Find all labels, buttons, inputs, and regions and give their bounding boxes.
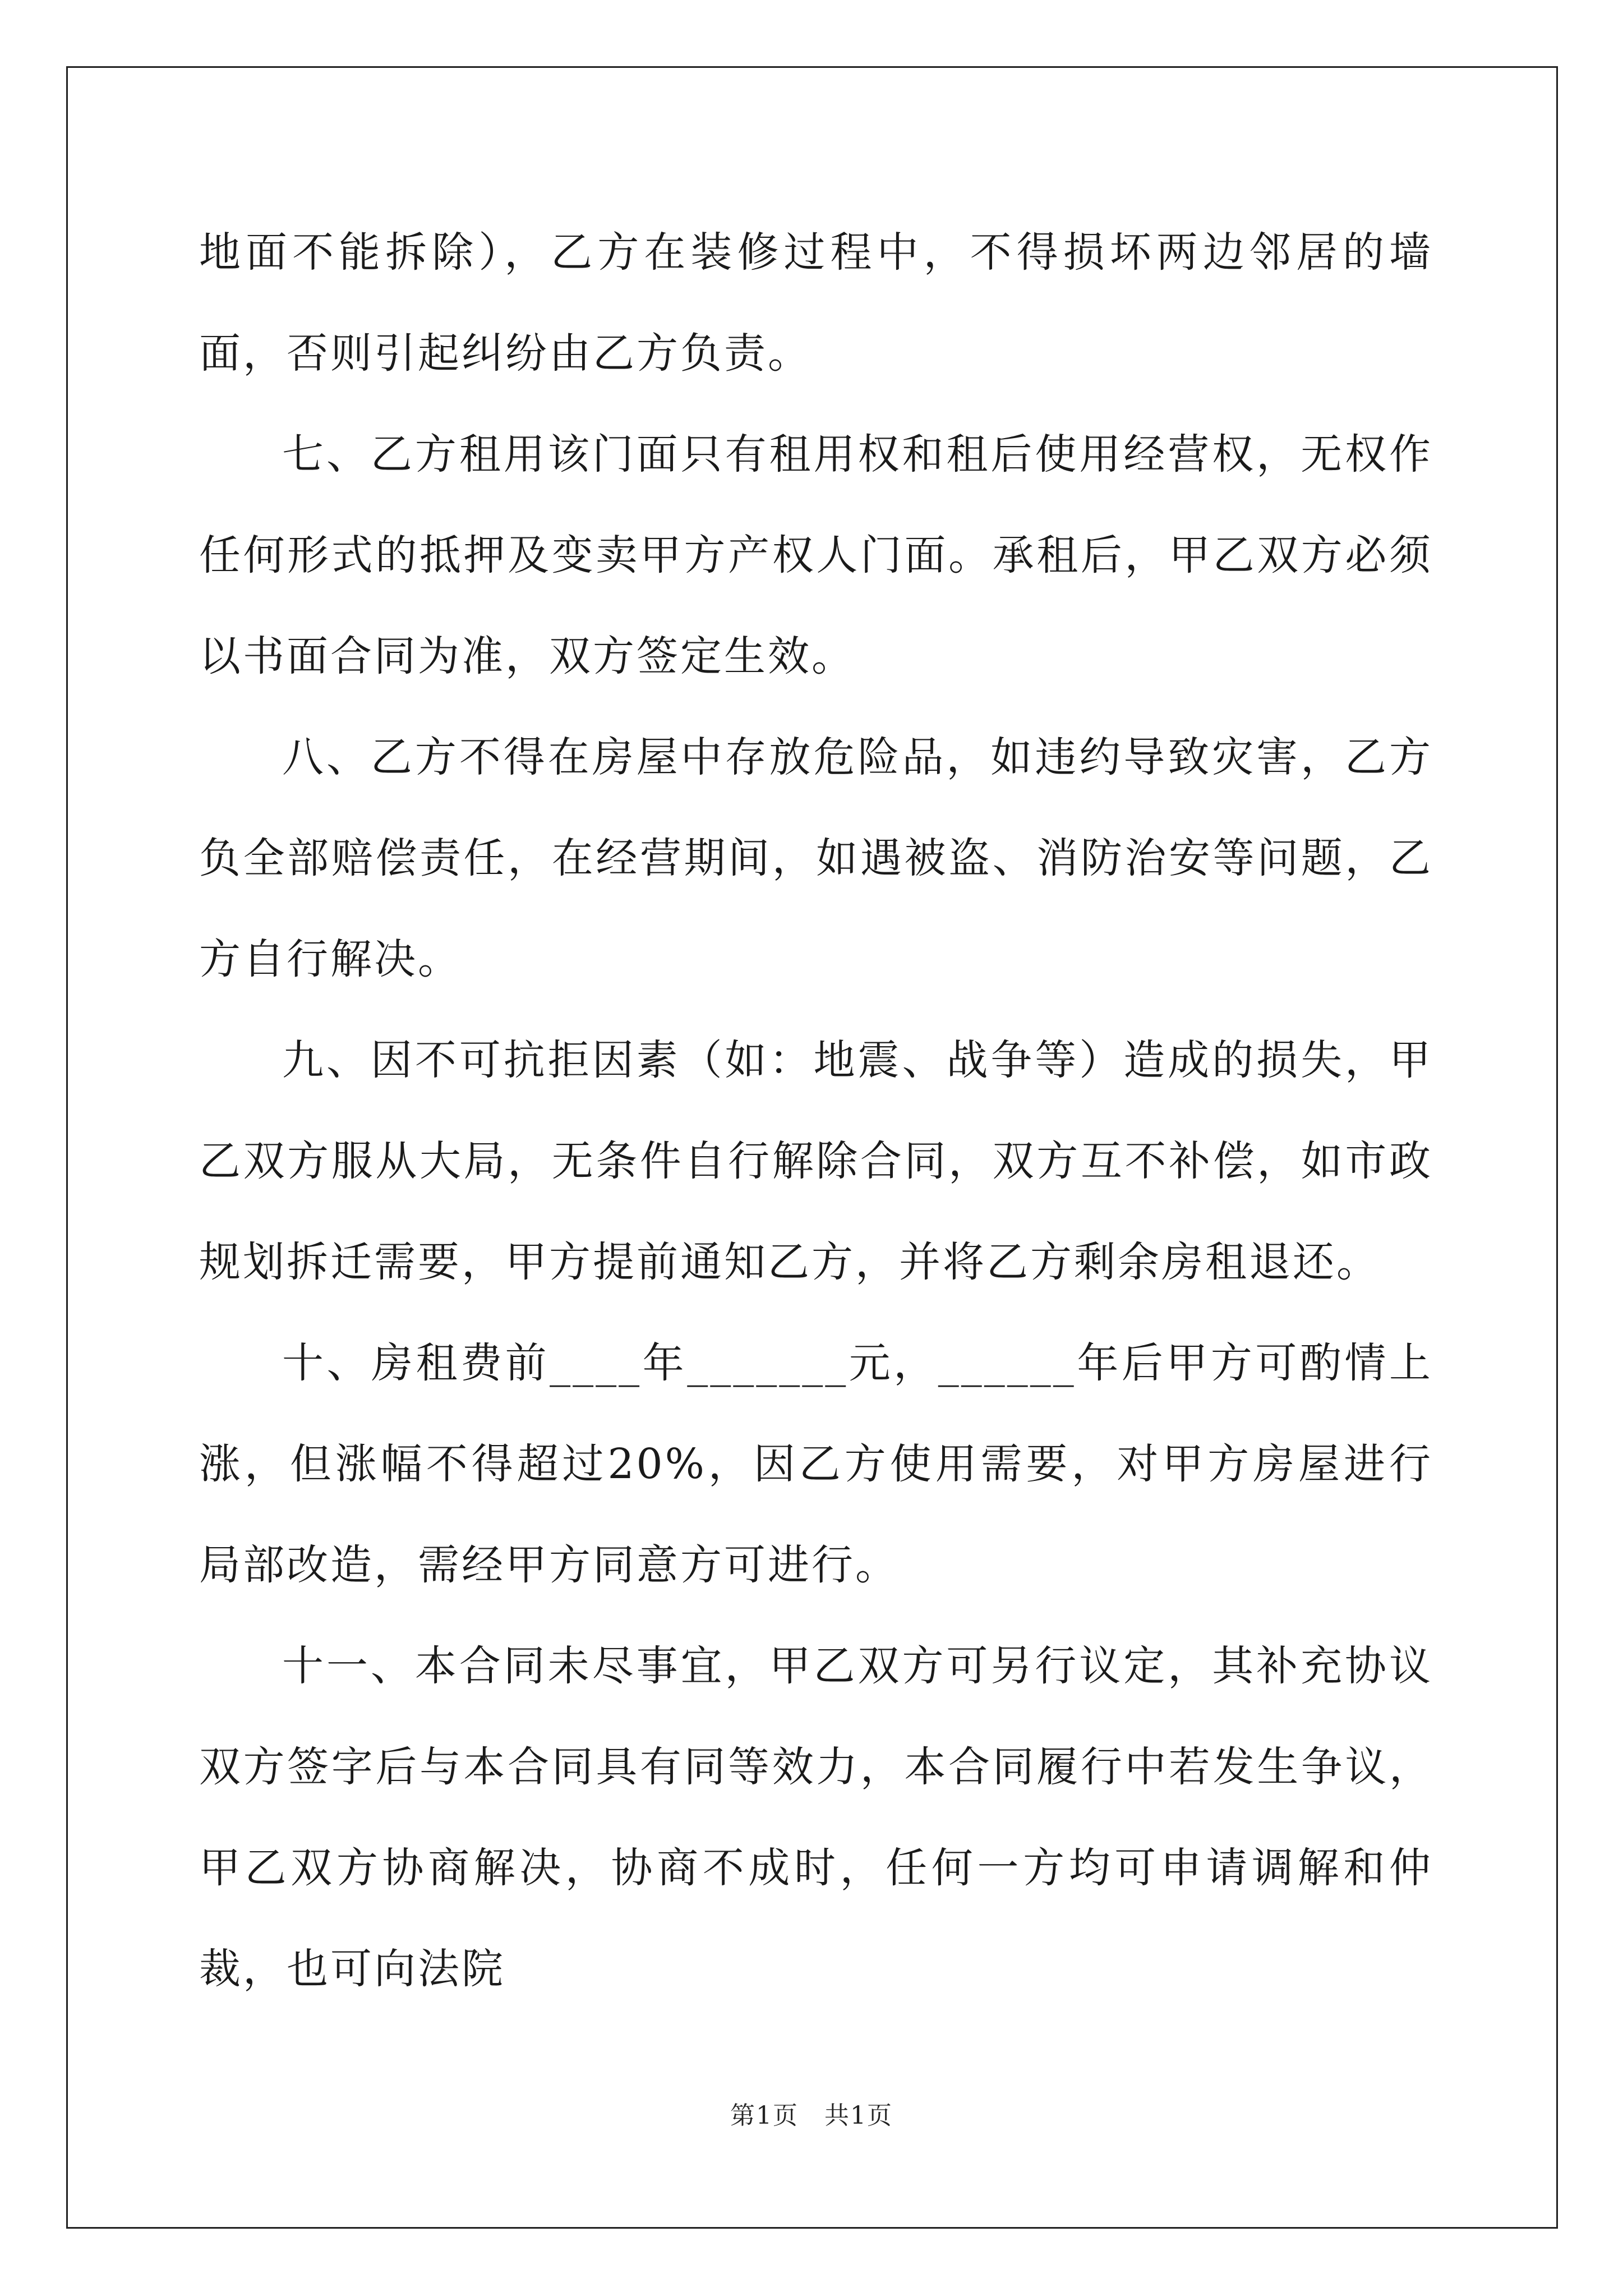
paragraph-clause-8: 八、乙方不得在房屋中存放危险品，如违约导致灾害，乙方负全部赔偿责任，在经营期间，如遇被盗、消防治安等问题，乙方自行解决。 xyxy=(199,733,1433,983)
page-footer: 第1页 共1页 xyxy=(730,2101,893,2130)
paragraph-clause-11: 十一、本合同未尽事宜，甲乙双方可另行议定，其补充协议双方签字后与本合同具有同等效力，本合同履行中若发生争议，甲乙双方协商解决，协商不成时，任何一方均可申请调解和仲裁，也可向法院 xyxy=(199,1642,1433,1993)
paragraph-continuation: 地面不能拆除），乙方在装修过程中，不得损坏两边邻居的墙面，否则引起纠纷由乙方负责。 xyxy=(199,228,1433,378)
document-body xyxy=(199,202,1433,2019)
paragraph-clause-9: 九、因不可抗拒因素（如：地震、战争等）造成的损失，甲乙双方服从大局，无条件自行解除合同，双方互不补偿，如市政规划拆迁需要，甲方提前通知乙方，并将乙方剩余房租退还。 xyxy=(199,1036,1433,1286)
paragraph-clause-10: 十、房租费前____年_______元，______年后甲方可酌情上涨，但涨幅不得超过20%，因乙方使用需要，对甲方房屋进行局部改造，需经甲方同意方可进行。 xyxy=(199,1339,1433,1589)
paragraph-clause-7: 七、乙方租用该门面只有租用权和租后使用经营权，无权作任何形式的抵押及变卖甲方产权人门面。承租后，甲乙双方必须以书面合同为准，双方签定生效。 xyxy=(199,430,1433,680)
